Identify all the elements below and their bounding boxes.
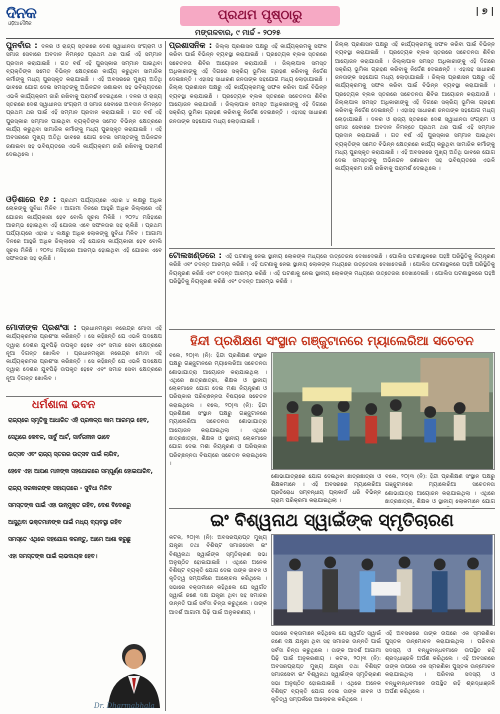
article-body: ଜିଲ୍ଲା ପ୍ରଶାସନ ପକ୍ଷରୁ ଏହି କାର୍ଯ୍ୟକ୍ରମକୁ ସଫଳ କରିବା ପାଇଁ ବିଭିନ୍ନ ବ୍ୟବସ୍ଥା କରାଯାଇଛି । ପ୍ରତ୍ୟେକ ବ୍ଲକ ସ୍ତରରେ ସଚେତନତା ଶିବିର ଆୟୋଜନ କରାଯାଉଛି । ଜିଲ୍ଲାପାଳ ସମସ୍ତ ଅଧିକାରୀଙ୍କୁ ଏହି ଦିଗରେ ସକ୍ରିୟ ଭୂମିକା ଗ୍ରହଣ କରିବାକୁ ନିର୍ଦ୍ଦେଶ ଦେଇଛନ୍ତି । ଏହାସହ ସାଧାରଣ ଜନତାଙ୍କ ସହଯୋଗ ମଧ୍ୟ ଲୋଡ଼ାଯାଇଛି । [169, 85, 327, 125]
signature: Dr. Dharmabhala [94, 702, 155, 710]
logo-subtitle: ଓଡ଼ିଆ ଦୈନିକ [8, 21, 32, 27]
feature1-headline: ହିନ୍ଦୀ ପ୍ରଶିକ୍ଷଣ ସଂସ୍ଥାନ ଗଞ୍ଜୁଟାନରେ ମ୍ୟାଲେରିଆ ସଚେତନ [190, 333, 474, 348]
procession-photo [271, 352, 495, 470]
article-body: ଦଳର ଓ ରାଜ୍ୟ ସ୍ତରରେ ଦେଶ ସ୍ୱାଧୀନତା ସଂଗ୍ରାମ ଓ ସମାଜ ସେବାରେ ଅବଦାନ ନିମନ୍ତେ ପ୍ରଥମ ଥର ପାଇଁ ଏହି ସମ୍ମାନ ପ୍ରଦାନ କରାଯାଇଛି । ଗତ ବର୍ଷ ଏହି ପୁରସ୍କାର ସମ୍ମାନ ପାଇଥିବା ବ୍ୟକ୍ତିଙ୍କ ସମେତ ବିଭିନ୍ନ କ୍ଷେତ୍ରରେ କାର୍ଯ୍ୟ କରୁଥିବା ସାମାଜିକ କର୍ମୀଙ୍କୁ ମଧ୍ୟ ପୁରସ୍କୃତ କରାଯାଇଛି । ଏହି ଅବସରରେ ମୁଖ୍ୟ ଅତିଥି ଭାବରେ ଯୋଗ ଦେଇ ସମସ୍ତଙ୍କୁ ଅଭିନନ୍ଦନ ଜଣାଇବା ସହ ଭବିଷ୍ୟତରେ ଏଭଳି କାର୍ଯ୍ୟକ୍ରମ ଜାରି ରଖିବାକୁ ପରାମର୍ଶ ଦେଇଥିଲେ । [335, 116, 495, 173]
feature1-body-col1 [169, 352, 267, 504]
feature2-body-col3 [385, 630, 495, 712]
article-body: ଜିଲ୍ଲା ପ୍ରଶାସନ ପକ୍ଷରୁ ଏହି କାର୍ଯ୍ୟକ୍ରମକୁ ସଫଳ କରିବା ପାଇଁ ବିଭିନ୍ନ ବ୍ୟବସ୍ଥା କରାଯାଇଛି । ପ୍ରତ୍ୟେକ ବ୍ଲକ ସ୍ତରରେ ସଚେତନତା ଶିବିର ଆୟୋଜନ କରାଯାଉଛି । ଜିଲ୍ଲାପାଳ ସମସ୍ତ ଅଧିକାରୀଙ୍କୁ ଏହି ଦିଗରେ ସକ୍ରିୟ ଭୂମିକା ଗ୍ରହଣ କରିବାକୁ ନିର୍ଦ୍ଦେଶ ଦେଇଛନ୍ତି । ଏହାସହ ସାଧାରଣ ଜନତାଙ୍କ ସହଯୋଗ ମଧ୍ୟ ଲୋଡ଼ାଯାଇଛି । [335, 75, 495, 123]
article-prashasanik-cont [335, 41, 495, 246]
memorial-photo [271, 534, 495, 626]
blurb-line: ଉତ୍ସବ ଏବଂ ରାଜ୍ୟ ସ୍ତରର ଉତ୍ସବ ପାଇଁ ଲାଗିବ, [8, 452, 120, 458]
feature2-body-col1 [169, 534, 267, 712]
article-prashasanik [169, 41, 327, 246]
article-heading: ମୋଦୀଙ୍କ ପ୍ରଶଂସା : [6, 323, 82, 332]
feature1-caption: ଶୋଭାଯାତ୍ରାରେ ଯୋଗ ଦେଇଥିବା ଛାତ୍ରଛାତ୍ରୀ ଓ ଶିକ୍ଷକମାନେ । ଏହି ଅବସରରେ ମ୍ୟାଲେରିଆ ପ୍ରତିରୋଧ ସମ୍ବନ୍ଧୀୟ ପ୍ଲାକାର୍ଡ ଧରି ବିଭିନ୍ନ ଗ୍ରାମ ପରିକ୍ରମା କରାଯାଇଥିଲା । [271, 474, 381, 504]
article-body: ଜିଲ୍ଲା ପ୍ରଶାସନ ପକ୍ଷରୁ ଏହି କାର୍ଯ୍ୟକ୍ରମକୁ ସଫଳ କରିବା ପାଇଁ ବିଭିନ୍ନ ବ୍ୟବସ୍ଥା କରାଯାଇଛି । ପ୍ରତ୍ୟେକ ବ୍ଲକ ସ୍ତରରେ ସଚେତନତା ଶିବିର ଆୟୋଜନ କରାଯାଉଛି । ଜିଲ୍ଲାପାଳ ସମସ୍ତ ଅଧିକାରୀଙ୍କୁ ଏହି ଦିଗରେ ସକ୍ରିୟ ଭୂମିକା ଗ୍ରହଣ କରିବାକୁ ନିର୍ଦ୍ଦେଶ ଦେଇଛନ୍ତି । ଏହାସହ ସାଧାରଣ ଜନତାଙ୍କ ସହଯୋଗ ମଧ୍ୟ ଲୋଡ଼ାଯାଇଛି । [169, 44, 327, 84]
blurb-line: ହେବେ ଏହା ଆପଣ ମାନଙ୍କ ସହଯୋଗରେ ସମ୍ପୂର୍ଣ୍ଣ ହୋଇପାରିବ, [8, 469, 153, 475]
article-body: ଜିଲ୍ଲା ପ୍ରଶାସନ ପକ୍ଷରୁ ଏହି କାର୍ଯ୍ୟକ୍ରମକୁ ସଫଳ କରିବା ପାଇଁ ବିଭିନ୍ନ ବ୍ୟବସ୍ଥା କରାଯାଇଛି । ପ୍ରତ୍ୟେକ ବ୍ଲକ ସ୍ତରରେ ସଚେତନତା ଶିବିର ଆୟୋଜନ କରାଯାଉଛି । ଜିଲ୍ଲାପାଳ ସମସ୍ତ ଅଧିକାରୀଙ୍କୁ ଏହି ଦିଗରେ ସକ୍ରିୟ ଭୂମିକା ଗ୍ରହଣ କରିବାକୁ ନିର୍ଦ୍ଦେଶ ଦେଇଛନ୍ତି । ଏହାସହ ସାଧାରଣ ଜନତାଙ୍କ ସହଯୋଗ ମଧ୍ୟ ଲୋଡ଼ାଯାଇଛି । [335, 42, 495, 82]
article-punarbar [6, 41, 162, 193]
feature2-body-col2 [271, 630, 381, 712]
article-body: ଏହି ଘଟଣାକୁ ନେଇ ସ୍ଥାନୀୟ ଲୋକଙ୍କ ମଧ୍ୟରେ ଉତ୍ତେଜନା ଦେଖାଦେଇଛି । ପୋଲିସ ଘଟଣାସ୍ଥଳରେ ପହଞ୍ଚି ପରିସ୍ଥିତିକୁ ନିୟନ୍ତ୍ରଣ କରିଛି ଏବଂ ତଦନ୍ତ ଆରମ୍ଭ କରିଛି । [169, 262, 495, 277]
page-banner: ପ୍ରଥମ ପୃଷ୍ଠାରୁ [180, 6, 340, 26]
left-divider [6, 396, 162, 397]
column-divider [331, 41, 332, 246]
blurb-title: ଧର୍ମଶାଳା ଭବନ [32, 398, 96, 411]
article-heading: ଟୋଲଖଣ୍ଡରେ : [169, 251, 225, 260]
blurb-line: ଆସୁଥିବା ଭକ୍ତମାନଙ୍କ ପାଇଁ ମଧ୍ୟ ବ୍ୟବସ୍ଥା ରହିବ [8, 520, 122, 526]
author-portrait-icon [100, 638, 162, 708]
page-number: | ୭ | [475, 7, 494, 17]
article-heading: ଓଡ଼ିଶାରେ ୧୬ : [6, 195, 61, 204]
section-divider [169, 329, 495, 330]
article-body: ପ୍ରଥମ ପର୍ଯ୍ୟାୟରେ ଏହାର ୪ ଲକ୍ଷରୁ ଅଧିକ ଲୋକଙ୍କୁ ସୁବିଧା ମିଳିବ । ଆଗାମୀ ଦିନରେ ଆହୁରି ଅଧିକ ଜିଲ୍ଲାରେ ଏହି ଯୋଜନା କାର୍ଯ୍ୟକାରୀ ହେବ ବୋଲି ସୂଚନା ମିଳିଛି । ୨୦୨୪ ମସିହାରେ ଆରମ୍ଭ ହୋଇଥିବା ଏହି ଯୋଜନା ଏବେ ସଫଳତାର ସହ ଚାଲିଛି । [6, 222, 162, 263]
blurb-line: ସେଥିରେ କେବଳ, ସାର୍ବୁ ଆର୍ଟ, ସାର୍ବଜନୀନ ଭାବେ [8, 435, 110, 441]
logo-text: ଦିନକ [6, 4, 37, 22]
feature1-body-col2 [385, 473, 495, 507]
article-body: ବଲେ, ୨୦|୩ (ନି): ହିନ୍ଦୀ ପ୍ରଶିକ୍ଷଣ ସଂସ୍ଥାନ ପକ୍ଷରୁ ଗଞ୍ଜୁଟାନରେ ମ୍ୟାଲେରିଆ ସଚେତନତା ଶୋଭାଯାତ୍ରା ଆୟୋଜନ କରାଯାଇଥିଲା । ଏଥିରେ ଛାତ୍ରଛାତ୍ରୀ, ଶିକ୍ଷକ ଓ ସ୍ଥାନୀୟ ଲୋକମାନେ ଯୋଗ ଦେଇ ମଶା ନିୟନ୍ତ୍ରଣ ଓ ପରିଷ୍କାର ପରିଚ୍ଛନ୍ନତା ବିଷୟରେ ସଚେତନ କରାଇଥିଲେ । [169, 353, 267, 409]
article-heading: ପୁନର୍ବାର : [6, 41, 42, 50]
article-body: ବଲେ, ୨୦|୩ (ନି): ହିନ୍ଦୀ ପ୍ରଶିକ୍ଷଣ ସଂସ୍ଥାନ ପକ୍ଷରୁ ଗଞ୍ଜୁଟାନରେ ମ୍ୟାଲେରିଆ ସଚେତନତା ଶୋଭାଯାତ୍ରା ଆୟୋଜନ କରାଯାଇଥିଲା । ଏଥିରେ ଛାତ୍ରଛାତ୍ରୀ, ଶିକ୍ଷକ ଓ ସ୍ଥାନୀୟ ଲୋକମାନେ ଯୋଗ [385, 474, 495, 505]
article-body: ଏହି ଅବସରରେ ତାଙ୍କ ଉପରେ ଏକ ସ୍ମରଣିକା ପୁସ୍ତକ ଉନ୍ମୋଚନ କରାଯାଇଥିଲା । ପରିବାର ସଦସ୍ୟ ଓ ବନ୍ଧୁବାନ୍ଧବମାନେ ଉପସ୍ଥିତ ରହି ଶ୍ରଦ୍ଧାଞ୍ଜଳି ଅର୍ପଣ କରିଥିଲେ । [385, 655, 495, 696]
article-body: ପ୍ରଧାନମନ୍ତ୍ରୀ ନରେନ୍ଦ୍ର ମୋଦୀ ଏହି କାର୍ଯ୍ୟକ୍ରମର ପ୍ରଶଂସା କରିଛନ୍ତି । ସେ କହିଛନ୍ତି ଯେ ଏଭଳି ପଦକ୍ଷେପ ଦ୍ୱାରା ଦେଶର ଯୁବପିଢ଼ି ଉପକୃତ ହେବେ ଏବଂ ସମାଜ ସେବା କ୍ଷେତ୍ରରେ ନୂଆ ଦିଗନ୍ତ ଖୋଲିବ । [6, 326, 162, 357]
top-rule [6, 38, 494, 39]
article-body: ପ୍ରଥମ ପର୍ଯ୍ୟାୟରେ ଏହାର ୪ ଲକ୍ଷରୁ ଅଧିକ ଲୋକଙ୍କୁ ସୁବିଧା ମିଳିବ । ଆଗାମୀ ଦିନରେ ଆହୁରି ଅଧିକ ଜିଲ୍ଲାରେ ଏହି ଯୋଜନା କାର୍ଯ୍ୟକାରୀ ହେବ ବୋଲି ସୂଚନା ମିଳିଛି । ୨୦୨୪ ମସିହାରେ ଆରମ୍ଭ ହୋଇଥିବା ଏହି ଯୋଜନା ଏବେ ସଫଳତାର ସହ ଚାଲିଛି । [6, 198, 162, 229]
blurb-line: ରାଜ୍ୟରେ ସ୍ମୃତିକୁ ଆଧାରିତ ଏହି ପ୍ରକଳ୍ପ କାମ ଆରମ୍ଭ ହେବ, [8, 418, 150, 424]
masthead [0, 0, 500, 37]
article-body: ଦଳର ଓ ରାଜ୍ୟ ସ୍ତରରେ ଦେଶ ସ୍ୱାଧୀନତା ସଂଗ୍ରାମ ଓ ସମାଜ ସେବାରେ ଅବଦାନ ନିମନ୍ତେ ପ୍ରଥମ ଥର ପାଇଁ ଏହି ସମ୍ମାନ ପ୍ରଦାନ କରାଯାଇଛି । ଗତ ବର୍ଷ ଏହି ପୁରସ୍କାର ସମ୍ମାନ ପାଇଥିବା ବ୍ୟକ୍ତିଙ୍କ ସମେତ ବିଭିନ୍ନ କ୍ଷେତ୍ରରେ କାର୍ଯ୍ୟ କରୁଥିବା ସାମାଜିକ କର୍ମୀଙ୍କୁ ମଧ୍ୟ ପୁରସ୍କୃତ କରାଯାଇଛି । ଏହି ଅବସରରେ ମୁଖ୍ୟ ଅତିଥି ଭାବରେ ଯୋଗ ଦେଇ ସମସ୍ତଙ୍କୁ ଅଭିନନ୍ଦନ ଜଣାଇବା ସହ ଭବିଷ୍ୟତରେ ଏଭଳି କାର୍ଯ୍ୟକ୍ରମ ଜାରି ରଖିବାକୁ ପରାମର୍ଶ ଦେଇଥିଲେ । [6, 93, 162, 158]
article-body: ଏହି ଘଟଣାକୁ ନେଇ ସ୍ଥାନୀୟ ଲୋକଙ୍କ ମଧ୍ୟରେ ଉତ୍ତେଜନା ଦେଖାଦେଇଛି । ପୋଲିସ ଘଟଣାସ୍ଥଳରେ ପହଞ୍ଚି ପରିସ୍ଥିତିକୁ ନିୟନ୍ତ୍ରଣ କରିଛି ଏବଂ ତଦନ୍ତ ଆରମ୍ଭ କରିଛି । [169, 254, 495, 269]
feature2-headline: ଇଂ ବିଶ୍ୱନାଥ ସ୍ୱାଇଁଙ୍କ ସ୍ମୃତିଚାରଣ [210, 511, 454, 531]
article-body: ଏହି ଅବସରରେ ତାଙ୍କ ଉପରେ ଏକ ସ୍ମରଣିକା ପୁସ୍ତକ ଉନ୍ମୋଚନ କରାଯାଇଥିଲା । ପରିବାର ସଦସ୍ୟ ଓ ବନ୍ଧୁବାନ୍ଧବମାନେ ଉପସ୍ଥିତ ରହି ଶ୍ରଦ୍ଧାଞ୍ଜଳି ଅର୍ପଣ କରିଥିଲେ । [385, 631, 495, 662]
blurb-line: ସମସ୍ତେ ଏଥିରେ ସହଯୋଗ କରନ୍ତୁ, ଆମେ ଆଶା କରୁଛୁ [8, 537, 131, 543]
article-body: ଏହି ଘଟଣାକୁ ନେଇ ସ୍ଥାନୀୟ ଲୋକଙ୍କ ମଧ୍ୟରେ ଉତ୍ତେଜନା ଦେଖାଦେଇଛି । ପୋଲିସ ଘଟଣାସ୍ଥଳରେ ପହଞ୍ଚି ପରିସ୍ଥିତିକୁ ନିୟନ୍ତ୍ରଣ କରିଛି ଏବଂ ତଦନ୍ତ ଆରମ୍ଭ କରିଛି । [169, 270, 495, 285]
column-divider [165, 41, 166, 711]
section-divider [169, 508, 495, 509]
blurb-line: ଏହା ସମସ୍ତଙ୍କ ପାଇଁ ଲାଭଦାୟକ ହେବ। [8, 554, 98, 560]
date-line: ମଙ୍ଗଳବାର, ୯ ମାର୍ଚ୍ଚ - ୨୦୨୫ [195, 28, 281, 37]
article-body: ଦଳର ଓ ରାଜ୍ୟ ସ୍ତରରେ ଦେଶ ସ୍ୱାଧୀନତା ସଂଗ୍ରାମ ଓ ସମାଜ ସେବାରେ ଅବଦାନ ନିମନ୍ତେ ପ୍ରଥମ ଥର ପାଇଁ ଏହି ସମ୍ମାନ ପ୍ରଦାନ କରାଯାଇଛି । ଗତ ବର୍ଷ ଏହି ପୁରସ୍କାର ସମ୍ମାନ ପାଇଥିବା ବ୍ୟକ୍ତିଙ୍କ ସମେତ ବିଭିନ୍ନ କ୍ଷେତ୍ରରେ କାର୍ଯ୍ୟ କରୁଥିବା ସାମାଜିକ କର୍ମୀଙ୍କୁ ମଧ୍ୟ ପୁରସ୍କୃତ କରାଯାଇଛି । ଏହି ଅବସରରେ ମୁଖ୍ୟ ଅତିଥି ଭାବରେ ଯୋଗ ଦେଇ ସମସ୍ତଙ୍କୁ ଅଭିନନ୍ଦନ ଜଣାଇବା ସହ ଭବିଷ୍ୟତରେ ଏଭଳି କାର୍ଯ୍ୟକ୍ରମ ଜାରି ରଖିବାକୁ ପରାମର୍ଶ ଦେଇଥିଲେ । [6, 44, 162, 100]
article-body: କଟକ, ୨୦|୩ (ନି): ଅବସରପ୍ରାପ୍ତ ମୁଖ୍ୟ ଯନ୍ତ୍ରୀ ତଥା ବିଶିଷ୍ଟ ସମାଜସେବୀ ଇଂ ବିଶ୍ୱନାଥ ସ୍ୱାଇଁଙ୍କ ସ୍ମୃତିଚାରଣ ସଭା ଅନୁଷ୍ଠିତ ହୋଇଯାଇଛି । ଏଥିରେ ଅନେକ ବିଶିଷ୍ଟ ବ୍ୟକ୍ତି ଯୋଗ ଦେଇ ତାଙ୍କ ଜୀବନ ଓ କୃତିତ୍ୱ ସମ୍ପର୍କରେ ଆଲୋଚନା କରିଥିଲେ । [169, 535, 267, 583]
blurb-line: ସମସ୍ତଙ୍କ ପାଇଁ ଏହା ଉନ୍ମୁକ୍ତ ରହିବ, ଦେଶ ବିଦେଶରୁ [8, 503, 131, 509]
article-body: ସଭାରେ ବକ୍ତାମାନେ କହିଥିଲେ ଯେ ସ୍ୱର୍ଗତ ସ୍ୱାଇଁ ଜଣେ ଦକ୍ଷ ଯନ୍ତ୍ରୀ ଥିବା ସହ ସମାଜର ଉନ୍ନତି ପାଇଁ ସର୍ବଦା ଚିନ୍ତା କରୁଥିଲେ । ତାଙ୍କ ଆଦର୍ଶ ଆଗାମୀ ପିଢ଼ି ପାଇଁ ଅନୁକରଣୀୟ । [271, 631, 381, 662]
article-modi [6, 323, 162, 395]
blurb-line: ରାଜ୍ୟ ସରକାରଙ୍କ ସହାୟତାରେ - ସୁବିଧା ମିଳିବ [8, 486, 112, 492]
article-odisha [6, 195, 162, 321]
article-body: ବଲେ, ୨୦|୩ (ନି): ହିନ୍ଦୀ ପ୍ରଶିକ୍ଷଣ ସଂସ୍ଥାନ ପକ୍ଷରୁ ଗଞ୍ଜୁଟାନରେ ମ୍ୟାଲେରିଆ ସଚେତନତା ଶୋଭାଯାତ୍ରା ଆୟୋଜନ କରାଯାଇଥିଲା । ଏଥିରେ ଛାତ୍ରଛାତ୍ରୀ, ଶିକ୍ଷକ ଓ ସ୍ଥାନୀୟ ଲୋକମାନେ ଯୋଗ ଦେଇ ମଶା ନିୟନ୍ତ୍ରଣ ଓ ପରିଷ୍କାର ପରିଚ୍ଛନ୍ନତା ବିଷୟରେ ସଚେତନ କରାଇଥିଲେ । [169, 402, 267, 467]
article-tolkhand [169, 251, 495, 327]
article-body: କଟକ, ୨୦|୩ (ନି): ଅବସରପ୍ରାପ୍ତ ମୁଖ୍ୟ ଯନ୍ତ୍ରୀ ତଥା ବିଶିଷ୍ଟ ସମାଜସେବୀ ଇଂ ବିଶ୍ୱନାଥ ସ୍ୱାଇଁଙ୍କ ସ୍ମୃତିଚାରଣ ସଭା ଅନୁଷ୍ଠିତ ହୋଇଯାଇଛି । ଏଥିରେ ଅନେକ ବିଶିଷ୍ଟ ବ୍ୟକ୍ତି ଯୋଗ ଦେଇ ତାଙ୍କ ଜୀବନ ଓ କୃତିତ୍ୱ ସମ୍ପର୍କରେ ଆଲୋଚନା କରିଥିଲେ । [271, 655, 381, 704]
newspaper-logo [6, 4, 37, 27]
article-body: ସଭାରେ ବକ୍ତାମାନେ କହିଥିଲେ ଯେ ସ୍ୱର୍ଗତ ସ୍ୱାଇଁ ଜଣେ ଦକ୍ଷ ଯନ୍ତ୍ରୀ ଥିବା ସହ ସମାଜର ଉନ୍ନତି ପାଇଁ ସର୍ବଦା ଚିନ୍ତା କରୁଥିଲେ । ତାଙ୍କ ଆଦର୍ଶ ଆଗାମୀ ପିଢ଼ି ପାଇଁ ଅନୁକରଣୀୟ । [169, 584, 267, 616]
blurb-box [4, 398, 162, 714]
article-heading: ପ୍ରଶାସନିକ : [169, 41, 216, 50]
article-body: ପ୍ରଧାନମନ୍ତ୍ରୀ ନରେନ୍ଦ୍ର ମୋଦୀ ଏହି କାର୍ଯ୍ୟକ୍ରମର ପ୍ରଶଂସା କରିଛନ୍ତି । ସେ କହିଛନ୍ତି ଯେ ଏଭଳି ପଦକ୍ଷେପ ଦ୍ୱାରା ଦେଶର ଯୁବପିଢ଼ି ଉପକୃତ ହେବେ ଏବଂ ସମାଜ ସେବା କ୍ଷେତ୍ରରେ ନୂଆ ଦିଗନ୍ତ ଖୋଲିବ । [6, 350, 162, 382]
section-divider [169, 248, 495, 249]
